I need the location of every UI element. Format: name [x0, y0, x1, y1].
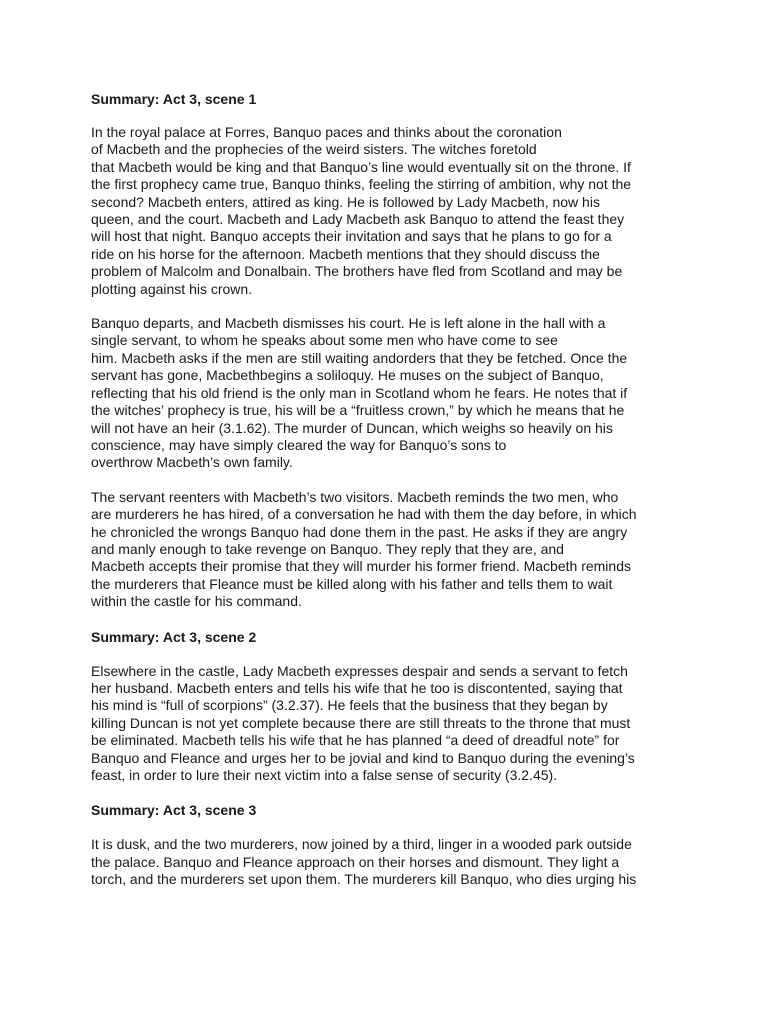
text-line: The servant reenters with Macbeth’s two visitors. Macbeth reminds the two men, who [91, 488, 619, 505]
text-line: will host that night. Banquo accepts their invitation and says that he plans to go for a [91, 228, 612, 245]
text-line: plotting against his crown. [91, 280, 253, 297]
text-line: queen, and the court. Macbeth and Lady Macbeth ask Banquo to attend the feast they [91, 211, 625, 228]
text-line: her husband. Macbeth enters and tells his wife that he too is discontented, saying that [91, 679, 623, 696]
text-line: Banquo and Fleance and urges her to be jovial and kind to Banquo during the evening’s [91, 749, 635, 766]
text-line: It is dusk, and the two murderers, now joined by a third, linger in a wooded park outside [91, 836, 632, 853]
text-line: torch, and the murderers set upon them. The murderers kill Banquo, who dies urging his [91, 871, 637, 888]
text-line: his mind is “full of scorpions” (3.2.37). He feels that the business that they began by [91, 697, 608, 714]
text-line: feast, in order to lure their next victim into a false sense of security (3.2.45). [91, 767, 558, 783]
text-line: Banquo departs, and Macbeth dismisses his court. He is left alone in the hall with a [91, 315, 606, 332]
text-line: servant has gone, Macbethbegins a soliloquy. He muses on the subject of Banquo, [91, 367, 604, 384]
paragraph-scene-1-part-3 [91, 489, 691, 611]
section-heading-scene-3: Summary: Act 3, scene 3 [91, 802, 257, 819]
text-line: he chronicled the wrongs Banquo had done them in the past. He asks if they are angry [91, 523, 628, 540]
text-line: Elsewhere in the castle, Lady Macbeth expresses despair and sends a servant to fetch [91, 662, 628, 679]
text-line: second? Macbeth enters, attired as king. He is followed by Lady Macbeth, now his [91, 193, 600, 210]
text-line: problem of Malcolm and Donalbain. The brothers have fled from Scotland and may be [91, 263, 623, 280]
text-line: the witches’ prophecy is true, his will be a “fruitless crown,” by which he means that he [91, 402, 625, 419]
text-line: conscience, may have simply cleared the way for Banquo’s sons to [91, 436, 507, 453]
text-line: overthrow Macbeth’s own family. [91, 454, 293, 471]
section-heading-scene-1: Summary: Act 3, scene 1 [91, 91, 257, 107]
text-line: will not have an heir (3.1.62). The murder of Duncan, which weighs so heavily on his [91, 419, 613, 436]
text-line: and manly enough to take revenge on Banquo. They reply that they are, and [91, 540, 564, 557]
paragraph-scene-1-part-1 [91, 124, 691, 298]
document-page [91, 90, 691, 889]
text-line: him. Macbeth asks if the men are still waiting andorders that they be fetched. Once the [91, 349, 628, 366]
text-line: Macbeth accepts their promise that they will murder his former friend. Macbeth reminds [91, 558, 631, 575]
text-line: ride on his horse for the afternoon. Macbeth mentions that they should discuss the [91, 245, 600, 262]
text-line: the palace. Banquo and Fleance approach on their horses and dismount. They light a [91, 853, 620, 870]
text-line: In the royal palace at Forres, Banquo paces and thinks about the coronation [91, 124, 562, 140]
text-line: the murderers that Fleance must be killed along with his father and tells them to wait [91, 575, 613, 592]
text-line: the first prophecy came true, Banquo thinks, feeling the stirring of ambition, why not the [91, 176, 632, 193]
section-heading-scene-2: Summary: Act 3, scene 2 [91, 628, 257, 645]
paragraph-scene-3 [91, 836, 691, 888]
text-line: are murderers he has hired, of a conversation he had with them the day before, in which [91, 506, 637, 523]
text-line: single servant, to whom he speaks about some men who have come to see [91, 332, 558, 349]
paragraph-scene-2 [91, 663, 691, 785]
text-line: be eliminated. Macbeth tells his wife that he has planned “a deed of dreadful note” for [91, 732, 620, 749]
text-line: killing Duncan is not yet complete because there are still threats to the throne that must [91, 714, 631, 731]
text-line: that Macbeth would be king and that Banquo’s line would eventually sit on the throne. If [91, 158, 631, 175]
text-line: within the castle for his command. [91, 593, 302, 610]
text-line: reflecting that his old friend is the only man in Scotland whom he fears. He notes that if [91, 384, 628, 401]
text-line: of Macbeth and the prophecies of the weird sisters. The witches foretold [91, 141, 537, 158]
paragraph-scene-1-part-2 [91, 315, 691, 472]
